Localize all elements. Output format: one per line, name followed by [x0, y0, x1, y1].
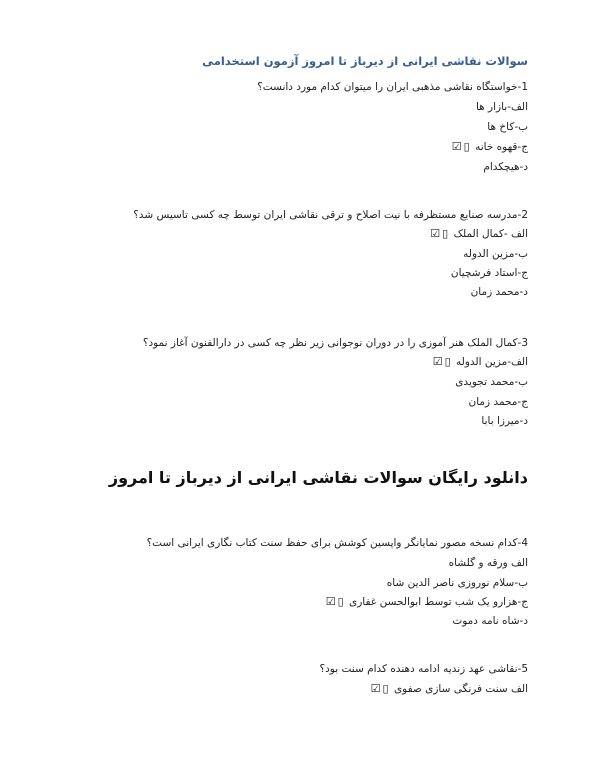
q1-option-c-label: ج-قهوه خانه	[475, 141, 528, 153]
q3-option-a-label: الف-مزین الدوله	[456, 356, 528, 368]
missing-glyph-icon: ▯	[442, 227, 449, 240]
document-title: سوالات نقاشی ایرانی از دیرباز تا امروز آزمون استخدامی	[202, 54, 528, 68]
question-2: 2-مدرسه صنایع مستظرفه با نیت اصلاح و ترقی نقاشی ایران توسط چه کسی تاسیس شد؟	[133, 209, 528, 221]
q3-option-b: ب-محمد تجویدی	[455, 376, 528, 388]
q2-option-a	[430, 227, 528, 241]
q1-option-b: ب-کاخ ها	[487, 121, 528, 133]
q4-option-d: د-شاه نامه دموت	[452, 615, 528, 627]
q3-option-c: ج-محمد زمان	[468, 396, 528, 408]
q2-option-b: ب-مزین الدوله	[463, 248, 528, 260]
q4-option-c-label: ج-هزارو یک شب توسط ابوالحسن غفاری	[349, 596, 528, 608]
checkmark-icon: ☑	[451, 140, 462, 153]
checkmark-icon: ☑	[370, 682, 381, 695]
checkmark-icon: ☑	[325, 595, 336, 608]
checkmark-icon: ☑	[432, 355, 443, 368]
q3-option-a	[433, 355, 528, 369]
checkmark-icon: ☑	[430, 227, 441, 240]
q1-option-a: الف-بازار ها	[475, 101, 528, 113]
q5-option-a-label: الف سنت فرنگی سازی صفوی	[393, 683, 528, 695]
q2-option-a-label: الف -کمال الملک	[453, 228, 528, 240]
section-heading: دانلود رایگان سوالات نقاشی ایرانی از دیرباز تا امروز	[108, 468, 528, 487]
missing-glyph-icon: ▯	[337, 595, 344, 608]
q4-option-c	[326, 595, 528, 609]
q5-option-a	[371, 682, 528, 696]
q1-option-d: د-هیچکدام	[483, 161, 528, 173]
q1-option-c	[452, 140, 528, 154]
q4-option-b: ب-سلام نوروزی ناصر الدین شاه	[386, 577, 528, 589]
question-5: 5-نقاشی عهد زندیه ادامه دهنده کدام سنت بود؟	[319, 663, 528, 675]
missing-glyph-icon: ▯	[444, 355, 451, 368]
question-4: 4-کدام نسخه مصور نمایانگر واپسین کوشش برای حفظ سنت کتاب نگاری ایرانی است؟	[146, 537, 528, 549]
question-3: 3-کمال الملک هنر آموزی را در دوران نوجوانی زیر نظر چه کسی در دارالفنون آغاز نمود؟	[142, 337, 528, 349]
q2-option-c: ج-استاد فرشچیان	[450, 267, 528, 279]
missing-glyph-icon: ▯	[463, 140, 470, 153]
q2-option-d: د-محمد زمان	[470, 286, 528, 298]
q3-option-d: د-میرزا بابا	[481, 415, 528, 427]
q4-option-a: الف ورقه و گلشاه	[448, 557, 528, 569]
missing-glyph-icon: ▯	[382, 682, 389, 695]
question-1: 1-خواستگاه نقاشی مذهبی ایران را میتوان کدام مورد دانست؟	[257, 81, 528, 93]
